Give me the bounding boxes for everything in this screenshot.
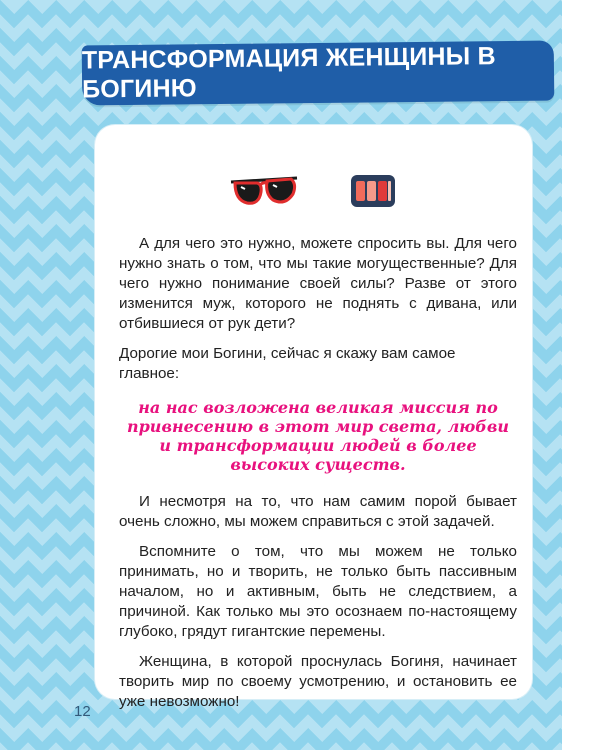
sunglasses-icon (229, 176, 299, 215)
title-banner (82, 41, 555, 106)
page-number: 12 (74, 703, 91, 720)
text-block (119, 234, 517, 722)
content-card (101, 131, 526, 710)
page-title: ТРАНСФОРМАЦИЯ ЖЕНЩИНЫ В БОГИНЮ (81, 42, 496, 104)
paragraph-1: А для чего это нужно, можете спросить вы. Для чего нужно знать о том, что мы такие могущественные? Для чего нужно понимание своей силы? Разве от этого изменится муж, которого не поднять с дивана, или отбившиеся от рук дети? (119, 235, 517, 332)
paragraph-4: Вспомните о том, что мы можем не только принимать, но и творить, не только быть пассивным началом, но и активным, быть не следствием, а причиной. Как только мы это осознаем по-настоящему глубоко, грядут гигантские перемены. (119, 543, 517, 640)
highlighted-quote: на нас возложена великая миссия по привнесению в этот мир света, любви и трансформации людей в более высоких существ. (126, 398, 509, 474)
paragraph-3: И несмотря на то, что нам самим порой бывает очень сложно, мы можем справиться с этой задачей. (119, 493, 517, 530)
eyeshadow-palette-icon (349, 172, 397, 215)
decorative-icons (229, 176, 429, 216)
paragraph-5: Женщина, в которой проснулась Богиня, начинает творить мир по своему усмотрению, и остановить ее уже невозможно! (119, 653, 517, 710)
paragraph-2: Дорогие мои Богини, сейчас я скажу вам самое главное: (119, 345, 456, 382)
